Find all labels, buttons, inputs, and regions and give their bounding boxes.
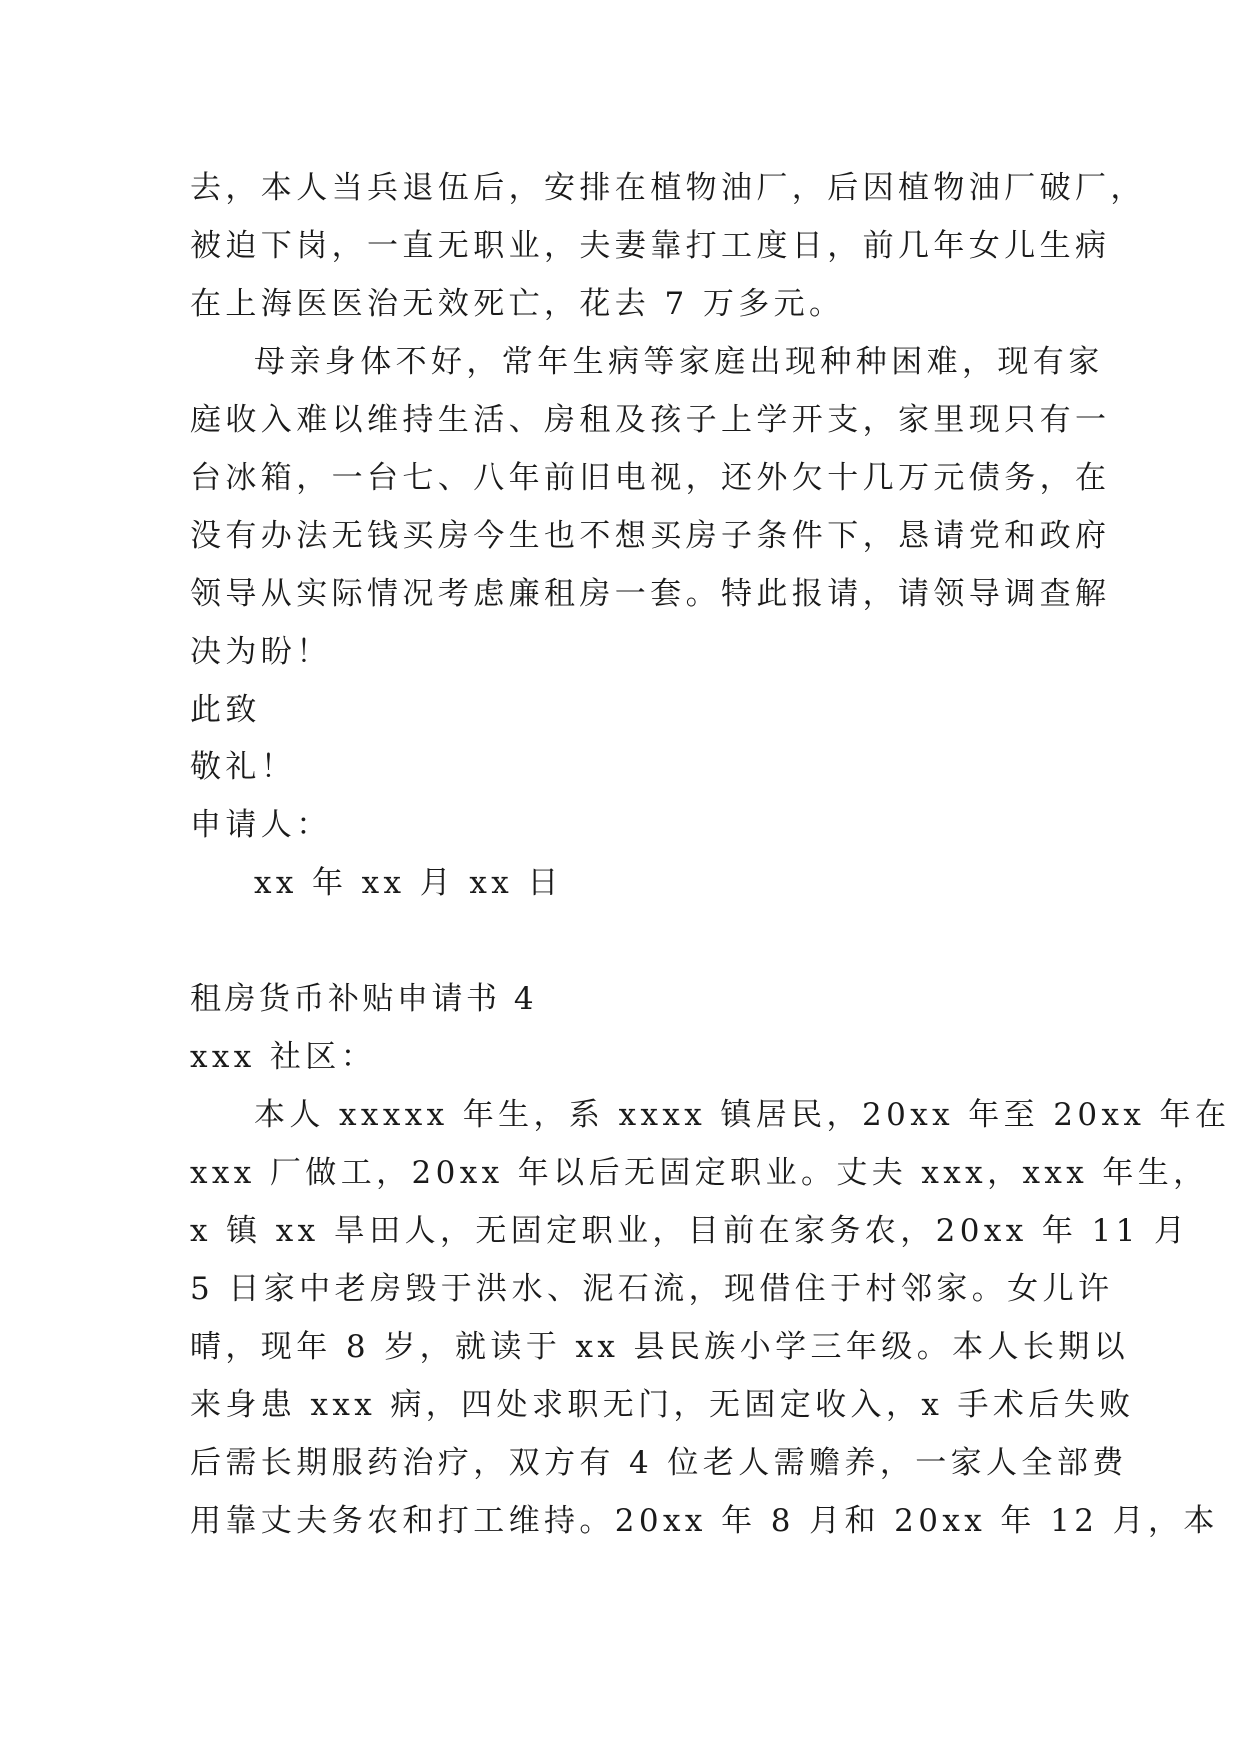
paragraph-line: xxx 厂做工，20xx 年以后无固定职业。丈夫 xxx，xxx 年生， [190, 1155, 1209, 1191]
date-line: xx 年 xx 月 xx 日 [254, 865, 563, 901]
paragraph-line: 决为盼！ [190, 634, 332, 670]
paragraph-line: 庭收入难以维持生活、房租及孩子上学开支，家里现只有一 [190, 402, 1111, 438]
paragraph-line: 晴，现年 8 岁，就读于 xx 县民族小学三年级。本人长期以 [190, 1329, 1130, 1365]
paragraph-line: 来身患 xxx 病，四处求职无门，无固定收入，x 手术后失败 [190, 1387, 1135, 1423]
paragraph-line: x 镇 xx 旱田人，无固定职业，目前在家务农，20xx 年 11 月 [190, 1213, 1190, 1249]
paragraph-line: 用靠丈夫务农和打工维持。20xx 年 8 月和 20xx 年 12 月，本 [190, 1503, 1219, 1539]
closing-jingli: 敬礼！ [190, 749, 297, 785]
paragraph-line: 被迫下岗，一直无职业，夫妻靠打工度日，前几年女儿生病 [190, 228, 1111, 264]
applicant-label: 申请人： [190, 807, 332, 843]
paragraph-line: 后需长期服药治疗，双方有 4 位老人需赡养，一家人全部费 [190, 1445, 1128, 1481]
closing-zhici: 此致 [190, 692, 261, 728]
section-title: 租房货币补贴申请书 4 [190, 981, 538, 1017]
paragraph-line: 5 日家中老房毁于洪水、泥石流，现借住于村邻家。女儿许 [190, 1271, 1114, 1307]
paragraph-line: 没有办法无钱买房今生也不想买房子条件下，恳请党和政府 [190, 518, 1111, 554]
paragraph-line: 本人 xxxxx 年生，系 xxxx 镇居民，20xx 年至 20xx 年在 [254, 1097, 1231, 1133]
addressee: xxx 社区： [190, 1039, 377, 1075]
paragraph-line: 母亲身体不好，常年生病等家庭出现种种困难，现有家 [254, 344, 1104, 380]
paragraph-line: 去，本人当兵退伍后，安排在植物油厂，后因植物油厂破厂， [190, 170, 1146, 206]
paragraph-line: 领导从实际情况考虑廉租房一套。特此报请，请领导调查解 [190, 576, 1111, 612]
paragraph-line: 台冰箱，一台七、八年前旧电视，还外欠十几万元债务，在 [190, 460, 1111, 496]
paragraph-line: 在上海医医治无效死亡，花去 7 万多元。 [190, 286, 845, 322]
